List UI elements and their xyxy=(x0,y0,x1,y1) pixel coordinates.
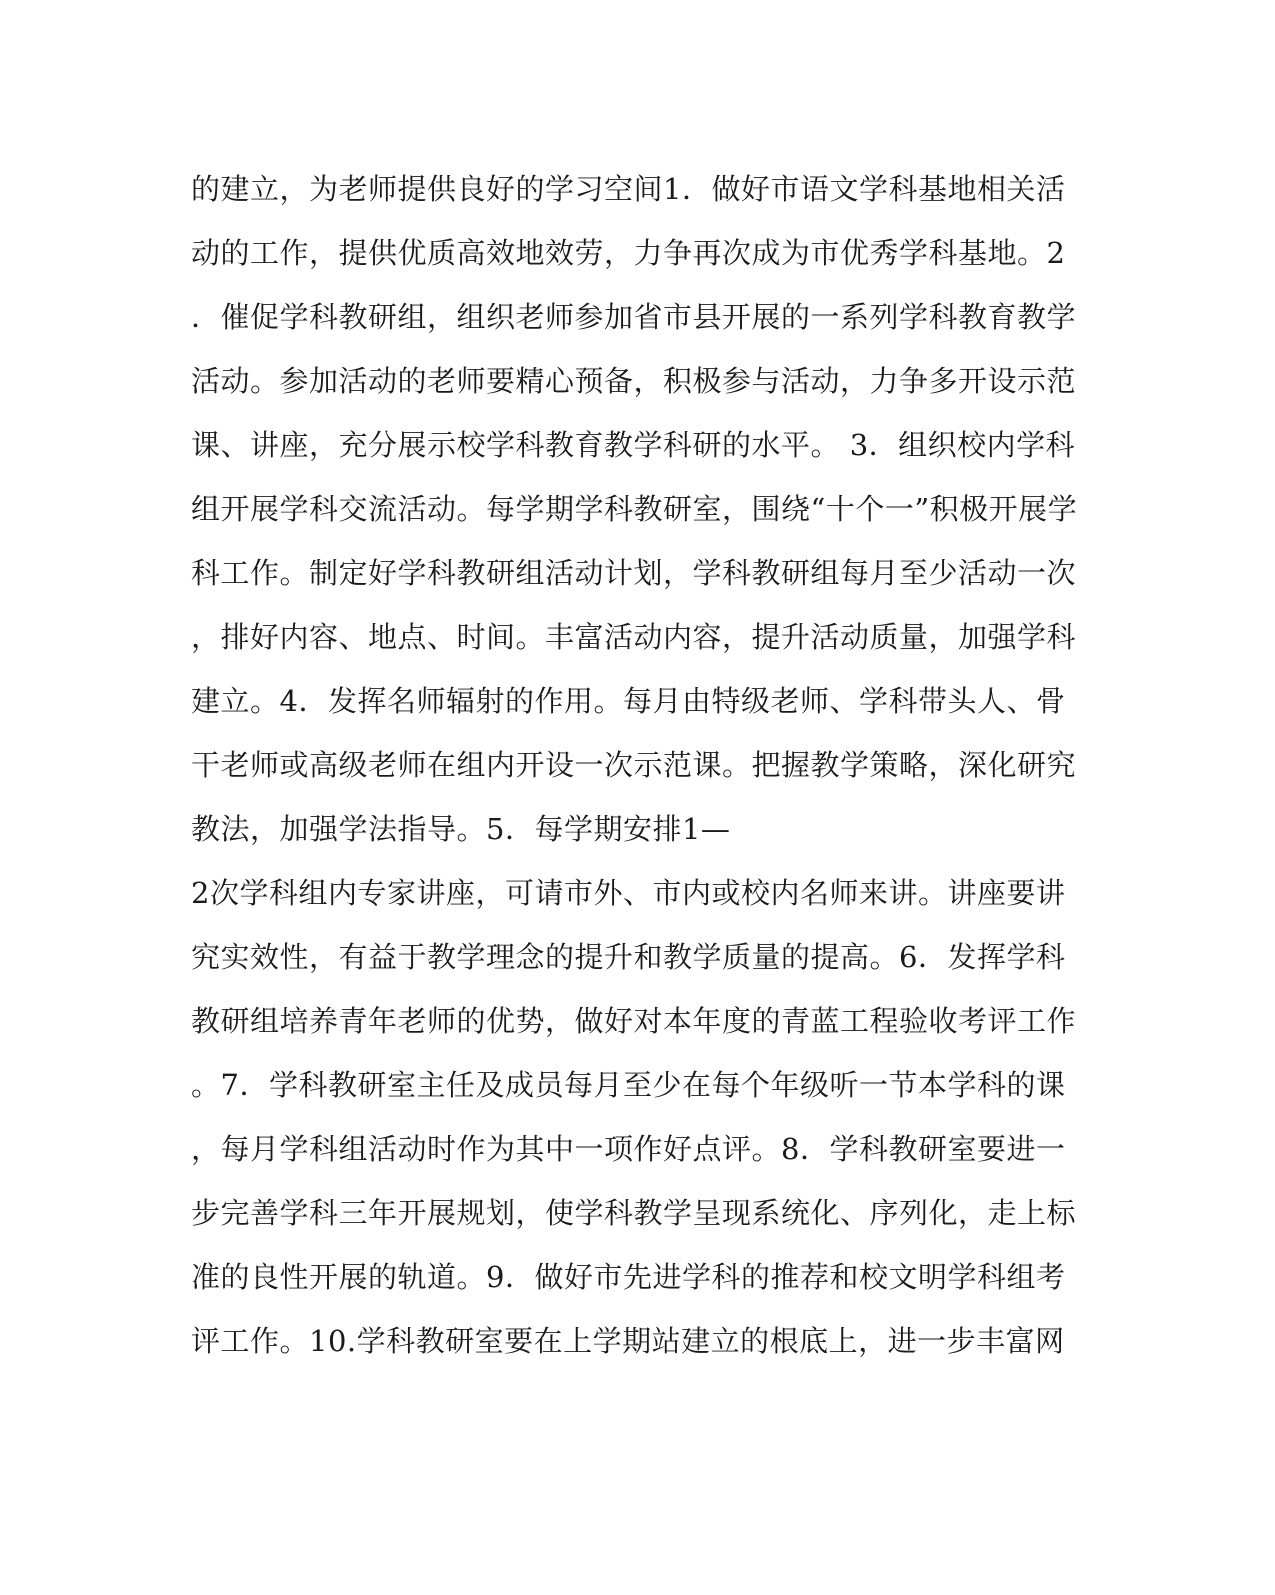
text-line: 建立。4．发挥名师辐射的作用。每月由特级老师、学科带头人、骨 xyxy=(191,684,1066,718)
text-line: 步完善学科三年开展规划，使学科教学呈现系统化、序列化，走上标 xyxy=(191,1196,1077,1230)
text-line: 教研组培养青年老师的优势，做好对本年度的青蓝工程验收考评工作 xyxy=(191,1004,1077,1038)
text-line: 。7．学科教研室主任及成员每月至少在每个年级听一节本学科的课 xyxy=(191,1068,1066,1102)
text-line: 2次学科组内专家讲座，可请市外、市内或校内名师来讲。讲座要讲 xyxy=(191,876,1066,910)
text-line: 究实效性，有益于教学理念的提升和教学质量的提高。6．发挥学科 xyxy=(191,940,1066,974)
text-line: ，每月学科组活动时作为其中一项作好点评。8．学科教研室要进一 xyxy=(191,1132,1066,1166)
text-line: ，排好内容、地点、时间。丰富活动内容，提升活动质量，加强学科 xyxy=(191,620,1077,654)
text-line: 教法，加强学法指导。5．每学期安排1— xyxy=(191,812,731,846)
text-line: 组开展学科交流活动。每学期学科教研室，围绕“十个一”积极开展学 xyxy=(191,492,1078,526)
text-line: 活动。参加活动的老师要精心预备，积极参与活动，力争多开设示范 xyxy=(191,364,1077,398)
text-line: 科工作。制定好学科教研组活动计划，学科教研组每月至少活动一次 xyxy=(191,556,1077,590)
text-line: 动的工作，提供优质高效地效劳，力争再次成为市优秀学科基地。2 xyxy=(191,236,1066,270)
text-line: 干老师或高级老师在组内开设一次示范课。把握教学策略，深化研究 xyxy=(191,748,1077,782)
text-line: 准的良性开展的轨道。9．做好市先进学科的推荐和校文明学科组考 xyxy=(191,1260,1066,1294)
body-text xyxy=(191,157,1078,1373)
text-line: 课、讲座，充分展示校学科教育教学科研的水平。 3．组织校内学科 xyxy=(191,428,1076,462)
text-line: 评工作。10.学科教研室要在上学期站建立的根底上，进一步丰富网 xyxy=(191,1324,1065,1358)
text-line: ．催促学科教研组，组织老师参加省市县开展的一系列学科教育教学 xyxy=(191,300,1077,334)
text-line: 的建立，为老师提供良好的学习空间1．做好市语文学科基地相关活 xyxy=(191,172,1066,206)
